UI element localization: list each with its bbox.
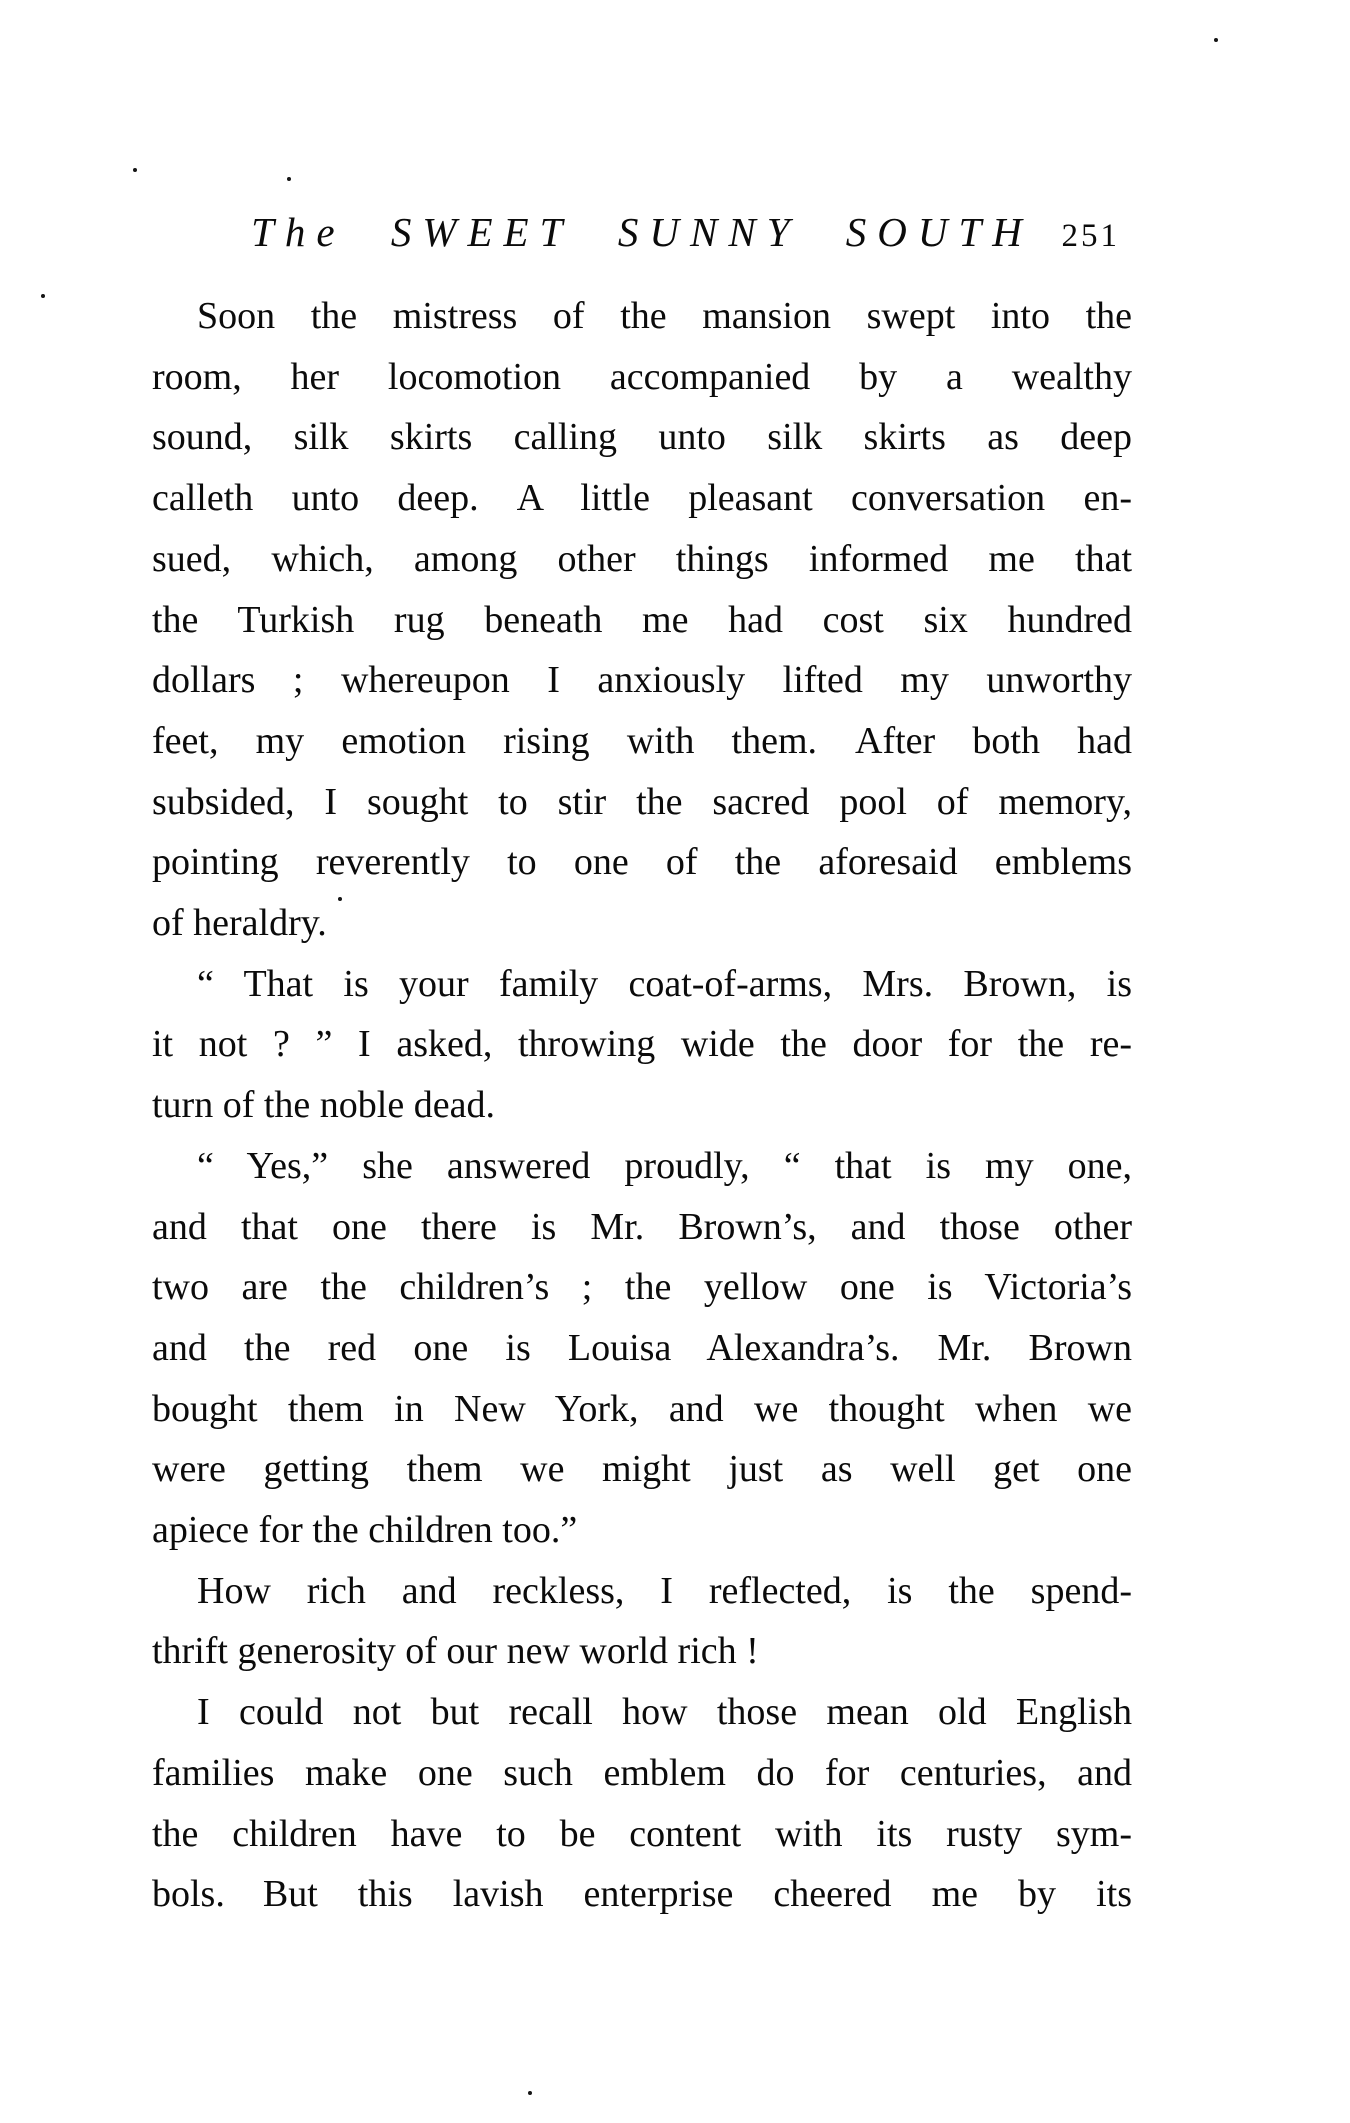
text-line: the children have to be content with its rusty sym- <box>152 1812 1132 1855</box>
text-line: sound, silk skirts calling unto silk skirts as deep <box>152 416 1132 459</box>
text-line: and that one there is Mr. Brown’s, and those other <box>152 1205 1132 1248</box>
body-text <box>152 286 1132 1925</box>
text-line: it not ? ” I asked, throwing wide the door for the re- <box>152 1023 1132 1066</box>
text-line: and the red one is Louisa Alexandra’s. Mr. Brown <box>152 1326 1132 1369</box>
text-line: the Turkish rug beneath me had cost six hundred <box>152 598 1132 641</box>
text-line: apiece for the children too.” <box>152 1509 578 1552</box>
text-line: I could not but recall how those mean old English <box>197 1691 1132 1734</box>
scan-speck <box>1214 38 1218 42</box>
text-line: dollars ; whereupon I anxiously lifted my unworthy <box>152 659 1132 702</box>
page-number: 251 <box>1061 218 1120 254</box>
page-header-title: The SWEET SUNNY SOUTH <box>251 209 1033 255</box>
text-line: families make one such emblem do for centuries, and <box>152 1751 1132 1794</box>
text-line: bols. But this lavish enterprise cheered me by its <box>152 1873 1132 1916</box>
scan-speck <box>287 177 291 181</box>
text-line: calleth unto deep. A little pleasant conversation en- <box>152 477 1132 520</box>
text-line: turn of the noble dead. <box>152 1084 495 1127</box>
text-line: subsided, I sought to stir the sacred pool of memory, <box>152 780 1132 823</box>
text-line: sued, which, among other things informed me that <box>152 537 1132 580</box>
scan-speck <box>41 294 45 298</box>
text-line: “ That is your family coat-of-arms, Mrs. Brown, is <box>197 962 1132 1005</box>
text-line: thrift generosity of our new world rich ! <box>152 1630 759 1673</box>
text-line: feet, my emotion rising with them. After both had <box>152 719 1132 762</box>
scan-speck <box>528 2091 532 2095</box>
text-line: bought them in New York, and we thought when we <box>152 1387 1132 1430</box>
text-line: How rich and reckless, I reflected, is the spend- <box>197 1569 1132 1612</box>
running-header <box>152 208 1132 264</box>
text-line: of heraldry. <box>152 902 327 945</box>
text-line: Soon the mistress of the mansion swept into the <box>197 295 1132 337</box>
text-line: “ Yes,” she answered proudly, “ that is my one, <box>197 1144 1132 1187</box>
text-line: room, her locomotion accompanied by a wealthy <box>152 355 1132 398</box>
text-line: were getting them we might just as well get one <box>152 1448 1132 1491</box>
scan-speck <box>133 168 137 172</box>
text-line: pointing reverently to one of the aforesaid emblems <box>152 841 1132 884</box>
scan-speck <box>338 897 342 901</box>
text-line: two are the children’s ; the yellow one is Victoria’s <box>152 1266 1132 1309</box>
